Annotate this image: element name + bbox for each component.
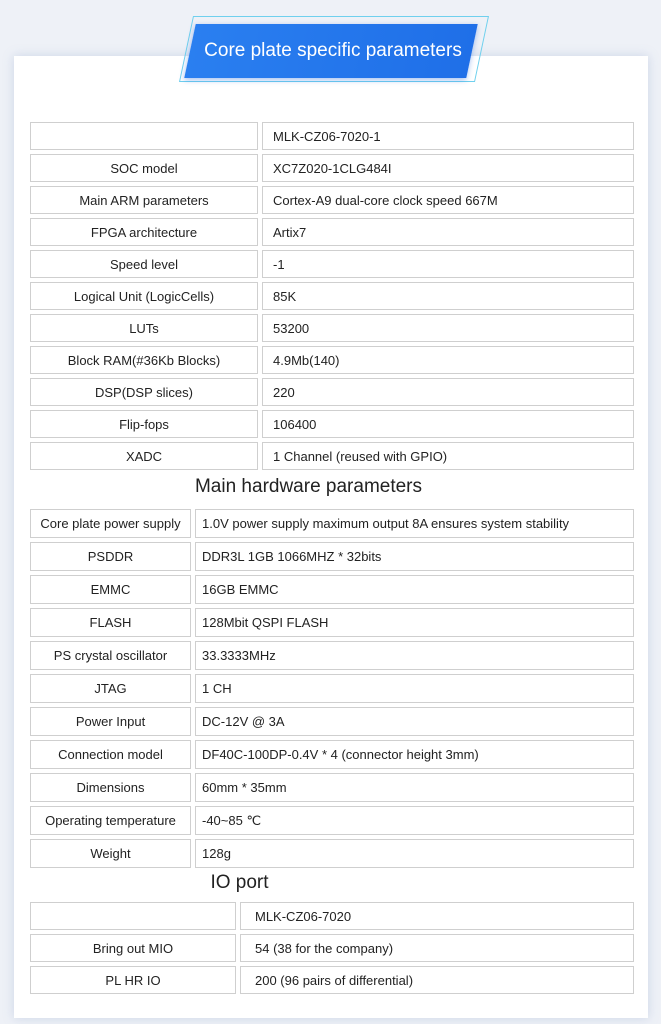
row-value: 200 (96 pairs of differential) (240, 966, 634, 994)
row-value: 54 (38 for the company) (240, 934, 634, 962)
row-label: EMMC (30, 575, 191, 604)
table-row (30, 806, 634, 835)
row-label: Flip-fops (30, 410, 258, 438)
io-port-table (26, 898, 638, 998)
table-row (30, 608, 634, 637)
row-label: XADC (30, 442, 258, 470)
row-label: FPGA architecture (30, 218, 258, 246)
row-value: DDR3L 1GB 1066MHZ * 32bits (195, 542, 634, 571)
table-row (30, 442, 634, 470)
table-row (30, 740, 634, 769)
row-label: Core plate power supply (30, 509, 191, 538)
hardware-section-title: Main hardware parameters (194, 476, 423, 497)
row-value: Cortex-A9 dual-core clock speed 667M (262, 186, 634, 214)
row-label: Connection model (30, 740, 191, 769)
row-value: DC-12V @ 3A (195, 707, 634, 736)
row-label: PL HR IO (30, 966, 236, 994)
table-row (30, 410, 634, 438)
row-label: LUTs (30, 314, 258, 342)
table-row (30, 902, 634, 930)
row-value: 33.3333MHz (195, 641, 634, 670)
page-title: Core plate specific parameters (204, 40, 462, 61)
row-value: 128g (195, 839, 634, 868)
table-row (30, 966, 634, 994)
row-label: Block RAM(#36Kb Blocks) (30, 346, 258, 374)
row-label: Main ARM parameters (30, 186, 258, 214)
row-value: 220 (262, 378, 634, 406)
row-value: 1 CH (195, 674, 634, 703)
row-label: DSP(DSP slices) (30, 378, 258, 406)
row-label: SOC model (30, 154, 258, 182)
table-row (30, 154, 634, 182)
table-row (30, 839, 634, 868)
row-value: -40~85 ℃ (195, 806, 634, 835)
row-value: 128Mbit QSPI FLASH (195, 608, 634, 637)
table-row (30, 186, 634, 214)
row-label: Logical Unit (LogicCells) (30, 282, 258, 310)
row-value: 53200 (262, 314, 634, 342)
table-row (30, 282, 634, 310)
row-label: PSDDR (30, 542, 191, 571)
row-label: Dimensions (30, 773, 191, 802)
row-value: DF40C-100DP-0.4V * 4 (connector height 3mm) (195, 740, 634, 769)
row-value: -1 (262, 250, 634, 278)
row-value: 1.0V power supply maximum output 8A ensures system stability (195, 509, 634, 538)
table-row (30, 773, 634, 802)
row-label: Bring out MIO (30, 934, 236, 962)
row-label: JTAG (30, 674, 191, 703)
row-label (30, 902, 236, 930)
row-value: MLK-CZ06-7020-1 (262, 122, 634, 150)
row-value: 1 Channel (reused with GPIO) (262, 442, 634, 470)
table-row (30, 542, 634, 571)
io-section-title: IO port (210, 872, 269, 893)
table-row (30, 250, 634, 278)
table-row (30, 674, 634, 703)
hardware-parameters-table (26, 505, 638, 872)
table-row (30, 641, 634, 670)
row-value: Artix7 (262, 218, 634, 246)
row-value: MLK-CZ06-7020 (240, 902, 634, 930)
table-row (30, 934, 634, 962)
table-row (30, 378, 634, 406)
row-label (30, 122, 258, 150)
row-value: 60mm * 35mm (195, 773, 634, 802)
table-row (30, 346, 634, 374)
row-label: Speed level (30, 250, 258, 278)
table-row (30, 122, 634, 150)
table-row (30, 509, 634, 538)
title-banner (178, 16, 488, 86)
row-value: 4.9Mb(140) (262, 346, 634, 374)
table-row (30, 314, 634, 342)
row-value: XC7Z020-1CLG484I (262, 154, 634, 182)
core-parameters-table (26, 118, 638, 474)
table-row (30, 575, 634, 604)
table-row (30, 218, 634, 246)
row-value: 85K (262, 282, 634, 310)
row-label: FLASH (30, 608, 191, 637)
row-value: 16GB EMMC (195, 575, 634, 604)
row-label: Operating temperature (30, 806, 191, 835)
row-label: Power Input (30, 707, 191, 736)
row-value: 106400 (262, 410, 634, 438)
row-label: Weight (30, 839, 191, 868)
row-label: PS crystal oscillator (30, 641, 191, 670)
table-row (30, 707, 634, 736)
